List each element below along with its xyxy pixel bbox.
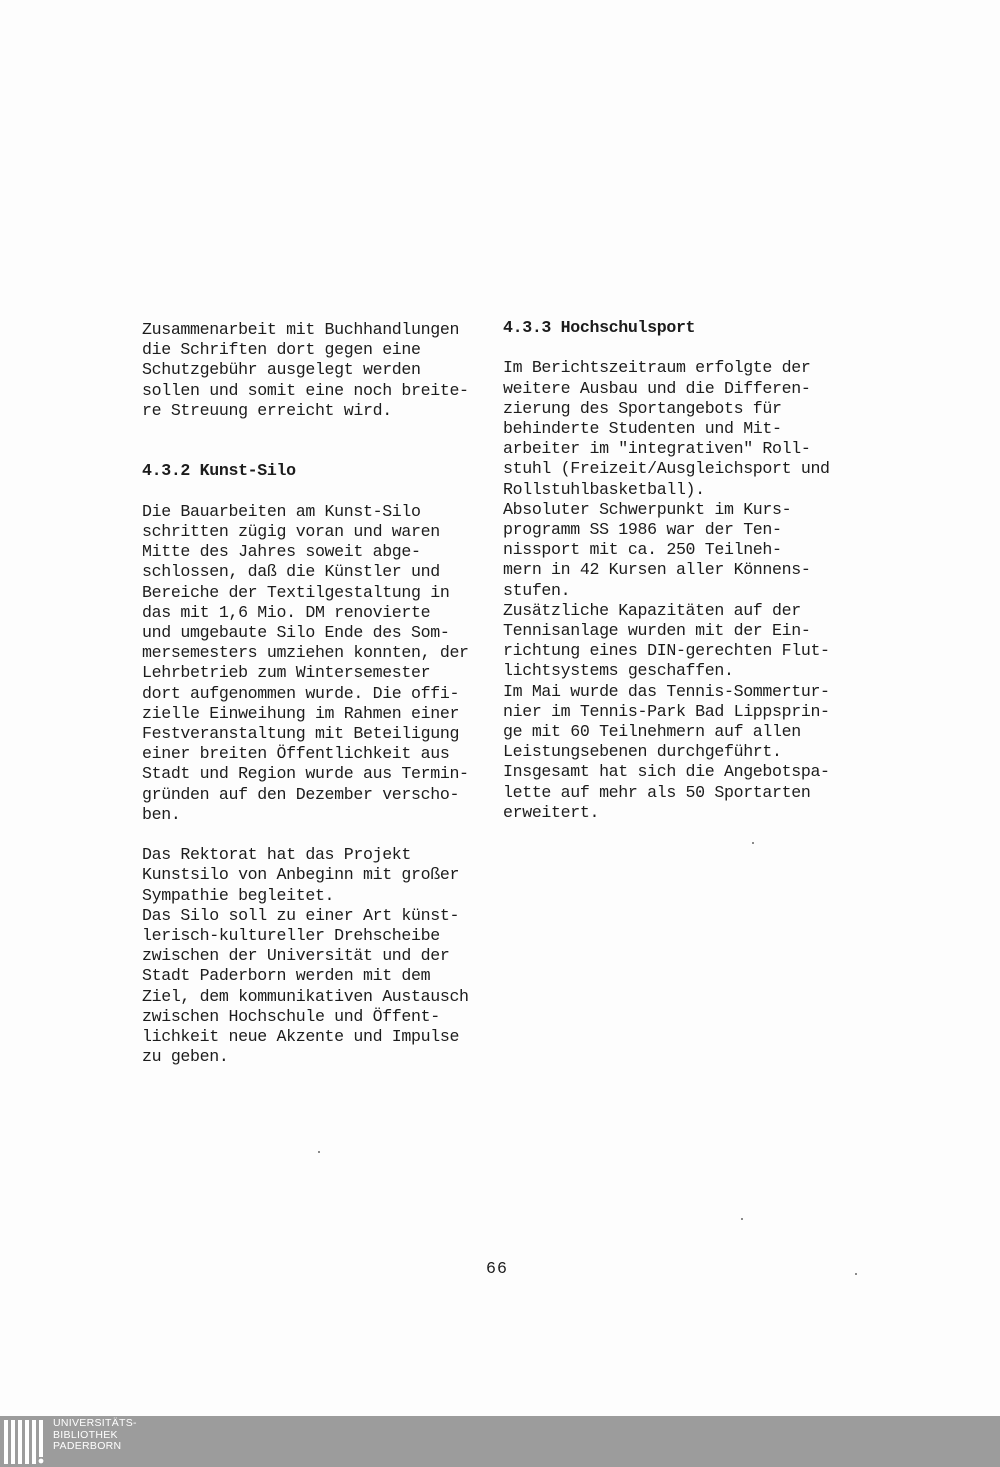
- text-line: die Schriften dort gegen eine: [142, 340, 421, 360]
- text-line: Ziel, dem kommunikativen Austausch: [142, 986, 469, 1006]
- text-line: erweitert.: [503, 802, 600, 822]
- text-line: weitere Ausbau und die Differen-: [503, 378, 811, 398]
- library-name-line: PADERBORN: [53, 1440, 122, 1453]
- left-para-1: [142, 320, 502, 421]
- text-line: Das Rektorat hat das Projekt: [142, 845, 412, 865]
- left-para-2: [142, 502, 502, 825]
- library-name-line: BIBLIOTHEK: [53, 1428, 118, 1441]
- library-footer: [0, 1416, 1000, 1467]
- text-line: zu geben.: [142, 1047, 229, 1067]
- text-line: gründen auf den Dezember verscho-: [142, 784, 460, 804]
- text-line: Zusammenarbeit mit Buchhandlungen: [142, 320, 460, 339]
- text-line: dort aufgenommen wurde. Die offi-: [142, 683, 460, 703]
- text-line: Absoluter Schwerpunkt im Kurs-: [503, 499, 792, 519]
- scan-speck: [752, 842, 754, 844]
- text-line: Die Bauarbeiten am Kunst-Silo: [142, 501, 421, 521]
- text-line: nier im Tennis-Park Bad Lippsprin-: [503, 701, 830, 721]
- text-line: stuhl (Freizeit/Ausgleichsport und: [503, 459, 830, 479]
- text-line: lichkeit neue Akzente und Impulse: [142, 1027, 460, 1047]
- text-line: sollen und somit eine noch breite-: [142, 380, 469, 400]
- scan-speck: [855, 1273, 857, 1275]
- text-line: nissport mit ca. 250 Teilneh-: [503, 540, 782, 560]
- text-line: zwischen Hochschule und Öffent-: [142, 1006, 440, 1026]
- text-line: zwischen der Universität und der: [142, 946, 450, 966]
- section-heading-kunst-silo: 4.3.2 Kunst-Silo: [142, 461, 296, 481]
- text-line: Stadt Paderborn werden mit dem: [142, 966, 431, 986]
- text-line: schlossen, daß die Künstler und: [142, 562, 440, 582]
- text-line: schritten zügig voran und waren: [142, 521, 440, 541]
- text-line: Lehrbetrieb zum Wintersemester: [142, 663, 431, 683]
- text-line: programm SS 1986 war der Ten-: [503, 520, 782, 540]
- section-heading-hochschulsport: 4.3.3 Hochschulsport: [503, 318, 696, 337]
- left-column: [142, 320, 502, 1067]
- text-line: Festveranstaltung mit Beteiligung: [142, 724, 460, 744]
- text-line: Kunstsilo von Anbeginn mit großer: [142, 865, 460, 885]
- library-name-line: UNIVERSITÄTS-: [53, 1417, 137, 1429]
- text-line: ben.: [142, 804, 181, 824]
- text-line: Insgesamt hat sich die Angebotspa-: [503, 762, 830, 782]
- text-line: Tennisanlage wurden mit der Ein-: [503, 621, 811, 641]
- text-line: re Streuung erreicht wird.: [142, 400, 392, 420]
- text-line: Schutzgebühr ausgelegt werden: [142, 360, 421, 380]
- library-name: [53, 1418, 137, 1453]
- text-line: zielle Einweihung im Rahmen einer: [142, 703, 460, 723]
- text-line: behinderte Studenten und Mit-: [503, 419, 782, 438]
- text-line: Stadt und Region wurde aus Termin-: [142, 764, 469, 784]
- right-column: [503, 318, 863, 823]
- left-para-3: [142, 845, 502, 1067]
- text-line: lette auf mehr als 50 Sportarten: [503, 782, 811, 802]
- text-line: Bereiche der Textilgestaltung in: [142, 582, 450, 602]
- text-line: lerisch-kultureller Drehscheibe: [142, 926, 440, 946]
- library-bars-icon: [0, 1419, 50, 1465]
- text-line: Zusätzliche Kapazitäten auf der: [503, 600, 801, 620]
- text-line: mersemesters umziehen konnten, der: [142, 643, 469, 663]
- text-line: das mit 1,6 Mio. DM renovierte: [142, 602, 431, 622]
- text-line: lichtsystems geschaffen.: [503, 661, 734, 681]
- text-line: Leistungsebenen durchgeführt.: [503, 742, 782, 762]
- text-line: zierung des Sportangebots für: [503, 398, 782, 418]
- page-number: 66: [486, 1259, 508, 1278]
- text-line: mern in 42 Kursen aller Könnens-: [503, 560, 811, 580]
- text-line: Sympathie begleitet.: [142, 885, 335, 905]
- text-line: Rollstuhlbasketball).: [503, 479, 705, 499]
- text-line: ge mit 60 Teilnehmern auf allen: [503, 722, 801, 742]
- text-line: Das Silo soll zu einer Art künst-: [142, 905, 460, 925]
- right-para-1: [503, 358, 863, 823]
- text-line: einer breiten Öffentlichkeit aus: [142, 744, 450, 764]
- text-line: stufen.: [503, 580, 571, 600]
- text-line: Im Mai wurde das Tennis-Sommertur-: [503, 681, 830, 701]
- text-line: und umgebaute Silo Ende des Som-: [142, 623, 450, 642]
- text-line: arbeiter im "integrativen" Roll-: [503, 439, 811, 459]
- scan-speck: [318, 1151, 320, 1153]
- scan-speck: [741, 1218, 743, 1220]
- text-line: richtung eines DIN-gerechten Flut-: [503, 641, 830, 661]
- text-line: Im Berichtszeitraum erfolgte der: [503, 358, 811, 378]
- text-line: Mitte des Jahres soweit abge-: [142, 542, 421, 562]
